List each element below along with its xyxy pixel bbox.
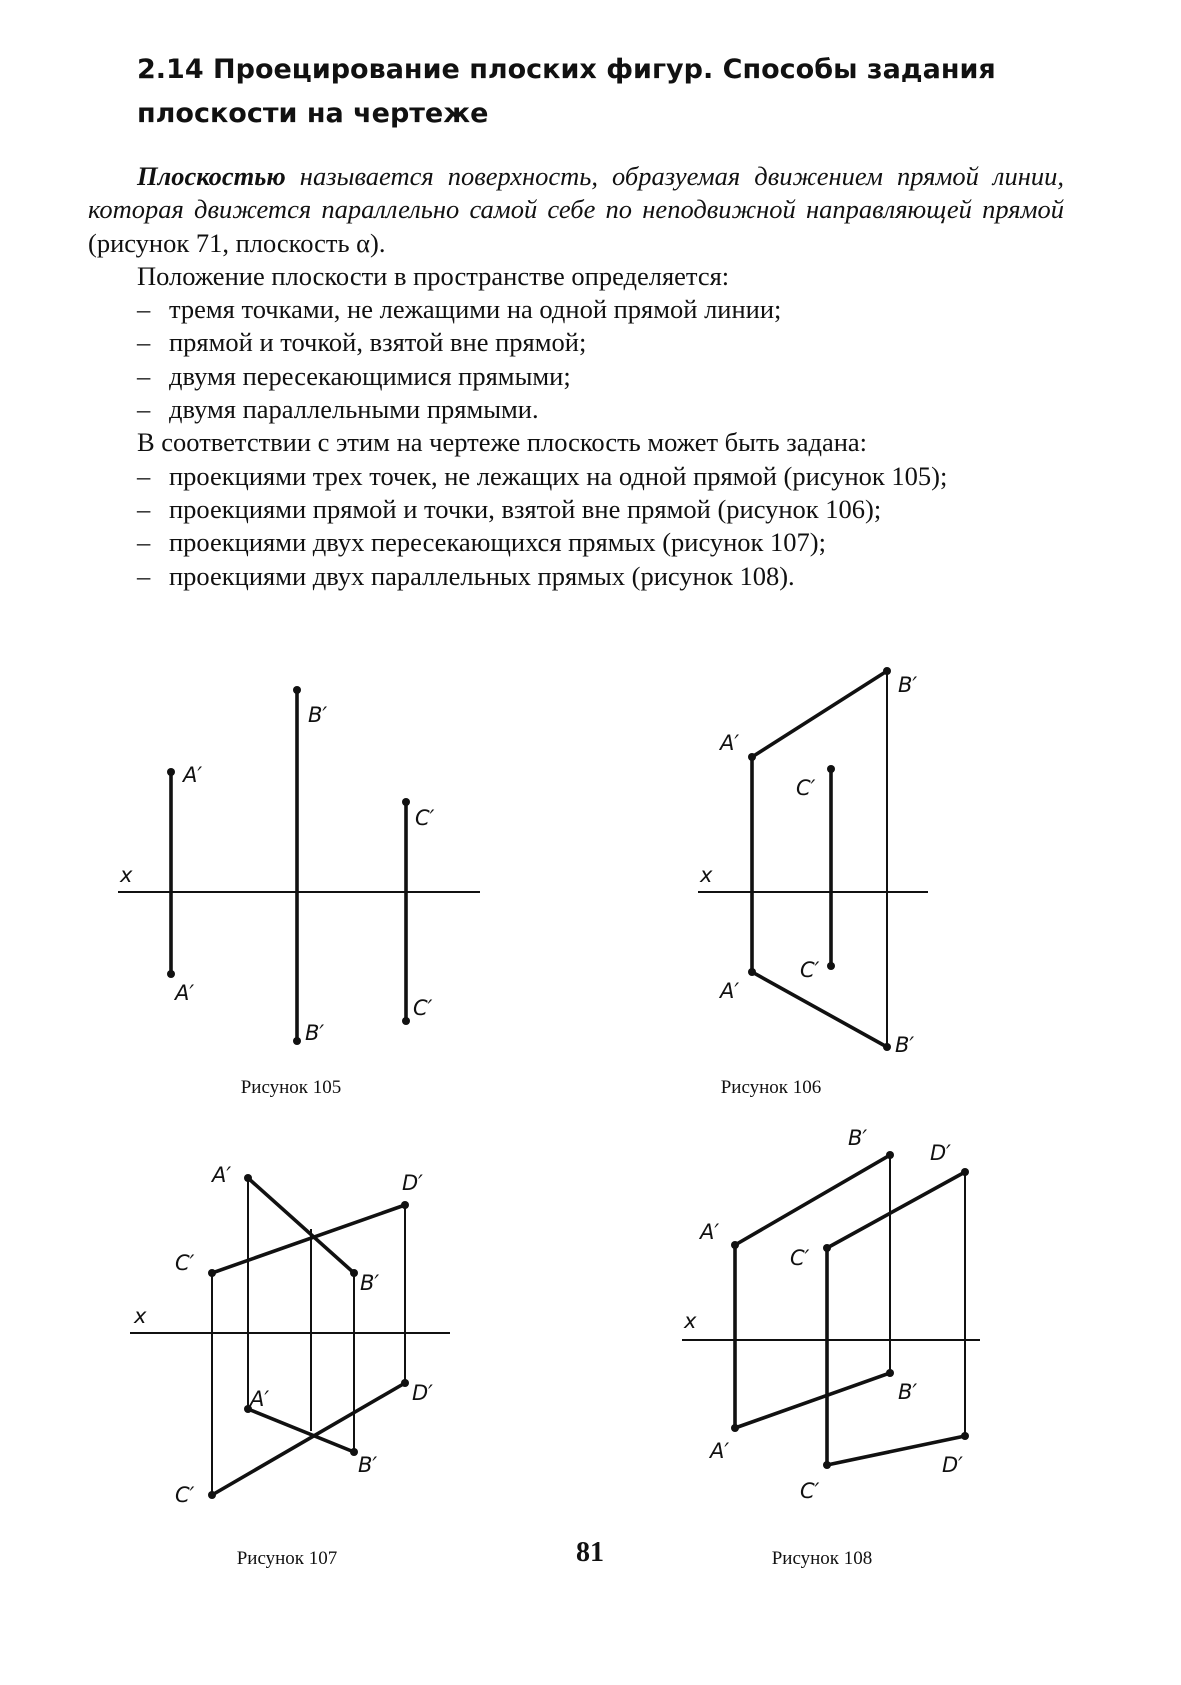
drawing-list	[88, 460, 1064, 593]
figure-105-drawing	[110, 660, 490, 1070]
label-d-lower: D′	[412, 1381, 433, 1405]
label-b-lower: B′	[898, 1380, 918, 1404]
list-item: – прямой и точкой, взятой вне прямой;	[137, 326, 1064, 359]
figure-105	[110, 660, 490, 1070]
line-ab-lower	[735, 1373, 890, 1428]
point-a-upper	[167, 768, 175, 776]
section-heading: 2.14 Проецирование плоских фигур. Способы задания плоскости на чертеже	[137, 54, 996, 129]
label-a-upper: A′	[720, 731, 740, 755]
label-c-upper: C′	[175, 1251, 195, 1275]
label-a-upper: A′	[212, 1163, 232, 1187]
line-ab-upper	[735, 1155, 890, 1245]
position-list	[88, 293, 1064, 426]
list-item: – проекциями трех точек, не лежащих на одной прямой (рисунок 105);	[137, 460, 1064, 493]
label-c-upper: C′	[415, 806, 435, 830]
axis-label: x	[700, 863, 713, 887]
label-b-lower: B′	[358, 1453, 378, 1477]
figure-107-drawing	[120, 1130, 460, 1530]
definition-text: называется поверхность, образуемая движением прямой линии, которая движется параллельно самой себе по неподвижной направляющей прямой	[88, 161, 1065, 225]
figure-108-drawing	[670, 1115, 990, 1515]
label-d-upper: D′	[402, 1171, 423, 1195]
figure-107	[120, 1130, 460, 1530]
line-cd-upper	[212, 1205, 405, 1273]
point-c-lower	[823, 1461, 831, 1469]
label-c-lower: C′	[800, 958, 820, 982]
drawing-intro: В соответствии с этим на чертеже плоскость может быть задана:	[137, 427, 868, 458]
point-b-lower	[350, 1448, 358, 1456]
point-c-lower	[402, 1017, 410, 1025]
label-c-lower: C′	[413, 996, 433, 1020]
list-item: – двумя пересекающимися прямыми;	[137, 360, 1064, 393]
label-b-upper: B′	[308, 703, 328, 727]
axis-label: x	[120, 863, 133, 887]
label-a-lower: A′	[250, 1387, 270, 1411]
label-c-lower: C′	[175, 1483, 195, 1507]
line-cd-upper	[827, 1172, 965, 1248]
label-a-upper: A′	[700, 1220, 720, 1244]
label-c-upper: C′	[796, 776, 816, 800]
line-ab-projections	[752, 671, 887, 1047]
definition-reference: (рисунок 71, плоскость α).	[88, 227, 386, 258]
list-item: – проекциями двух параллельных прямых (рисунок 108).	[137, 560, 1064, 593]
caption-106: Рисунок 106	[720, 1077, 822, 1098]
point-a-upper	[244, 1174, 252, 1182]
plane-definition	[88, 160, 1064, 260]
label-b-upper: B′	[848, 1126, 868, 1150]
label-b-lower: B′	[895, 1033, 915, 1057]
point-a-upper	[748, 753, 756, 761]
definition-term: Плоскостью	[137, 161, 286, 191]
point-b-lower	[883, 1043, 891, 1051]
point-b-upper	[293, 686, 301, 694]
line-cd-lower	[212, 1383, 405, 1495]
caption-105: Рисунок 105	[240, 1077, 342, 1098]
point-c-lower	[827, 962, 835, 970]
label-c-upper: C′	[790, 1246, 810, 1270]
label-a-lower: A′	[710, 1439, 730, 1463]
point-c-upper	[827, 765, 835, 773]
figure-106	[690, 650, 940, 1060]
label-b-upper: B′	[898, 673, 918, 697]
label-b-lower: B′	[305, 1021, 325, 1045]
list-item: – проекциями двух пересекающихся прямых (рисунок 107);	[137, 526, 1064, 559]
list-item: – проекциями прямой и точки, взятой вне прямой (рисунок 106);	[137, 493, 1064, 526]
point-d-upper	[961, 1168, 969, 1176]
point-b-lower	[293, 1037, 301, 1045]
point-c-upper	[823, 1244, 831, 1252]
point-b-upper	[886, 1151, 894, 1159]
figure-108	[670, 1115, 990, 1515]
point-c-upper	[402, 798, 410, 806]
point-d-upper	[401, 1201, 409, 1209]
position-intro: Положение плоскости в пространстве определяется:	[137, 260, 730, 291]
point-c-upper	[208, 1269, 216, 1277]
point-c-lower	[208, 1491, 216, 1499]
label-a-upper: A′	[183, 763, 203, 787]
label-d-upper: D′	[930, 1141, 951, 1165]
point-d-lower	[961, 1432, 969, 1440]
point-a-lower	[748, 968, 756, 976]
axis-label: x	[134, 1304, 147, 1328]
line-ab-lower	[248, 1409, 354, 1452]
caption-107: Рисунок 107	[236, 1548, 338, 1569]
line-ab-upper	[248, 1178, 354, 1273]
list-item: – тремя точками, не лежащими на одной прямой линии;	[137, 293, 1064, 326]
point-d-lower	[401, 1379, 409, 1387]
caption-108: Рисунок 108	[771, 1548, 873, 1569]
axis-label: x	[684, 1309, 697, 1333]
page-number: 81	[576, 1537, 604, 1568]
label-a-lower: A′	[720, 979, 740, 1003]
label-c-lower: C′	[800, 1479, 820, 1503]
point-b-lower	[886, 1369, 894, 1377]
point-a-lower	[731, 1424, 739, 1432]
body-text	[88, 160, 1064, 593]
list-item: – двумя параллельными прямыми.	[137, 393, 1064, 426]
label-d-lower: D′	[942, 1453, 963, 1477]
figure-106-drawing	[690, 650, 940, 1060]
label-b-upper: B′	[360, 1271, 380, 1295]
point-b-upper	[883, 667, 891, 675]
label-a-lower: A′	[175, 981, 195, 1005]
point-a-upper	[731, 1241, 739, 1249]
point-b-upper	[350, 1269, 358, 1277]
point-a-lower	[167, 970, 175, 978]
